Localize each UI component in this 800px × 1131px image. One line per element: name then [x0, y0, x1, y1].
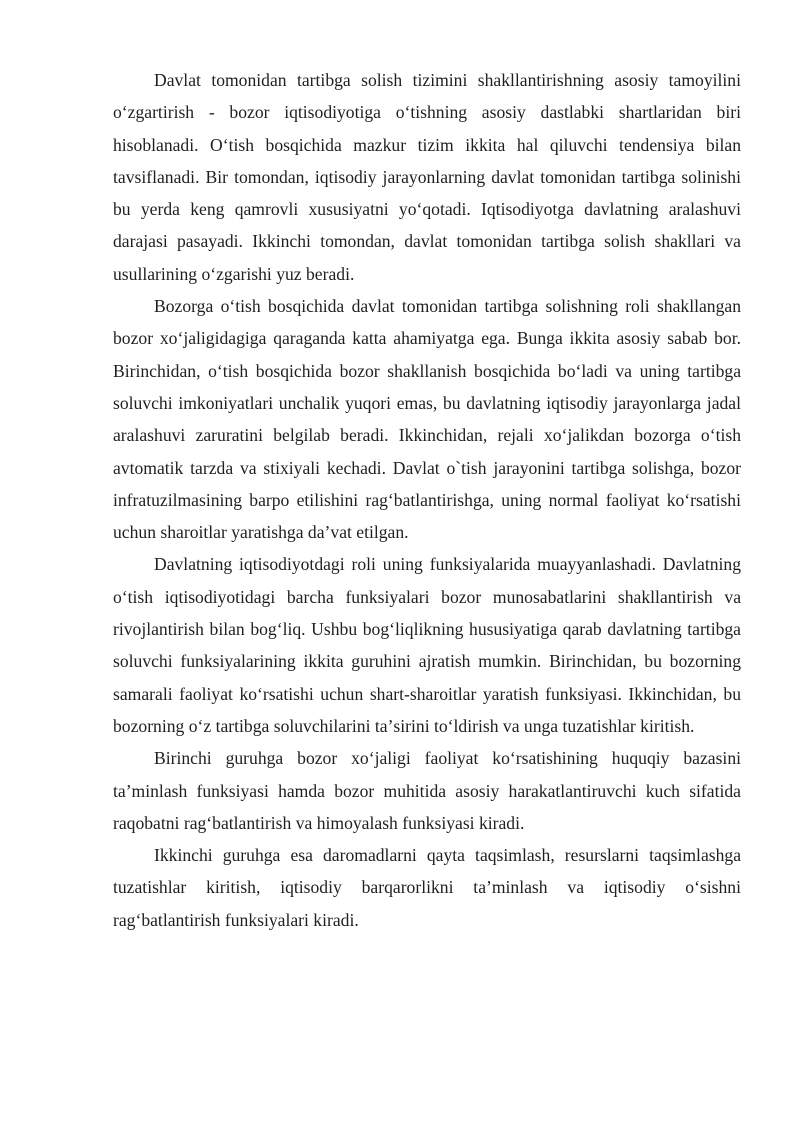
paragraph-5: Ikkinchi guruhga esa daromadlarni qayta taqsimlash, resurslarni taqsimlashga tuzatishlar kiritish, iqtisodiy barqarorlikni taʼminlash va iqtisodiy oʻsishni ragʻbatlantirish funksiyalari kiradi.	[113, 845, 741, 930]
paragraph-4: Birinchi guruhga bozor xoʻjaligi faoliyat koʻrsatishining huquqiy bazasini taʼminlash funksiyasi hamda bozor muhitida asosiy harakatlantiruvchi kuch sifatida raqobatni ragʻbatlantirish va himoyalash funksiyasi kiradi.	[113, 748, 741, 833]
document-page	[113, 64, 741, 936]
paragraph-3: Davlatning iqtisodiyotdagi roli uning funksiyalarida muayyanlashadi. Davlatning oʻtish iqtisodiyotidagi barcha funksiyalari bozor munosabatlarini shakllantirish va rivojlantirish bilan bogʻliq. Ushbu bogʻliqlikning hususiyatiga qarab davlatning tartibga soluvchi funksiyalarining ikkita guruhini ajratish mumkin. Birinchidan, bu bozorning samarali faoliyat koʻrsatishi uchun shart-sharoitlar yaratish funksiyasi. Ikkinchidan, bu bozorning oʻz tartibga soluvchilarini taʼsirini toʻldirish va unga tuzatishlar kiritish.	[113, 554, 741, 736]
paragraph-2: Bozorga oʻtish bosqichida davlat tomonidan tartibga solishning roli shakllangan bozor xoʻjaligidagiga qaraganda katta ahamiyatga ega. Bunga ikkita asosiy sabab bor. Birinchidan, oʻtish bosqichida bozor shakllanish bosqichida boʻladi va uning tartibga soluvchi imkoniyatlari unchalik yuqori emas, bu davlatning iqtisodiy jarayonlarga jadal aralashuvi zaruratini belgilab beradi. Ikkinchidan, rejali xoʻjalikdan bozorga oʻtish avtomatik tarzda va stixiyali kechadi. Davlat o`tish jarayonini tartibga solishga, bozor infratuzilmasining barpo etilishini ragʻbatlantirishga, uning normal faoliyat koʻrsatishi uchun sharoitlar yaratishga daʼvat etilgan.	[113, 296, 741, 543]
paragraph-1: Davlat tomonidan tartibga solish tizimini shakllantirishning asosiy tamoyilini oʻzgartirish - bozor iqtisodiyotiga oʻtishning asosiy dastlabki shartlaridan biri hisoblanadi. Oʻtish bosqichida mazkur tizim ikkita hal qiluvchi tendensiya bilan tavsiflanadi. Bir tomondan, iqtisodiy jarayonlarning davlat tomonidan tartibga solinishi bu yerda keng qamrovli xususiyatni yoʻqotadi. Iqtisodiyotga davlatning aralashuvi darajasi pasayadi. Ikkinchi tomondan, davlat tomonidan tartibga solish shakllari va usullarining oʻzgarishi yuz beradi.	[113, 70, 741, 284]
